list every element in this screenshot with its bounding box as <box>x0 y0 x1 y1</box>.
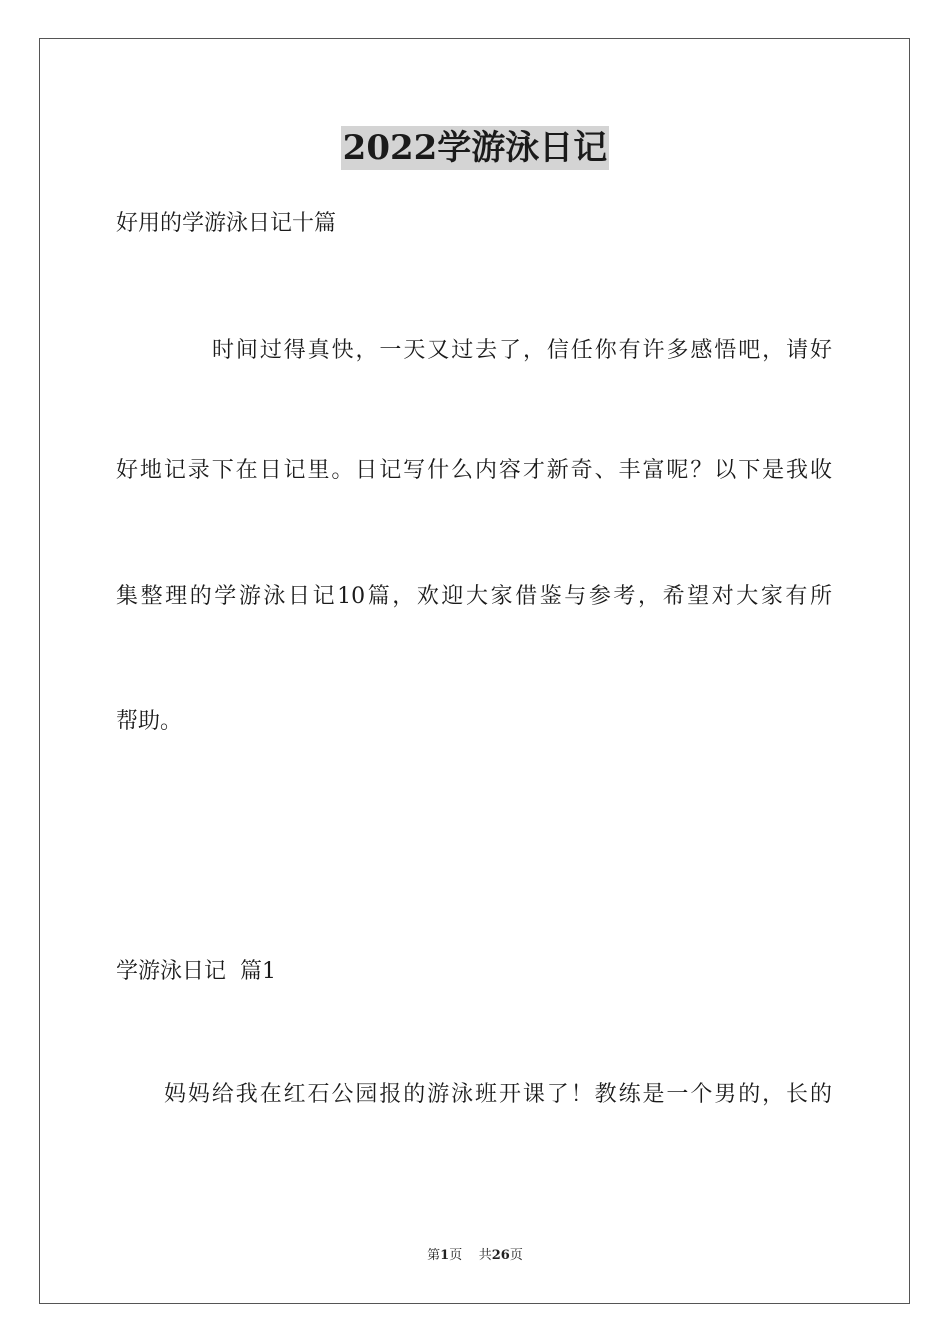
document-title <box>0 126 950 170</box>
page-footer <box>0 1247 950 1265</box>
footer-total-prefix: 共 <box>478 1248 492 1263</box>
footer-total-suffix: 页 <box>509 1248 523 1263</box>
footer-page-number: 1 <box>440 1248 450 1263</box>
footer-page-prefix: 第 <box>427 1248 441 1263</box>
intro-paragraph-line-4: 帮助。 <box>116 709 183 734</box>
section-paragraph-line-1: 妈妈给我在红石公园报的游泳班开课了！教练是一个男的，长的 <box>164 1082 832 1107</box>
footer-page-suffix: 页 <box>449 1248 463 1263</box>
intro-paragraph-line-1: 时间过得真快，一天又过去了，信任你有许多感悟吧，请好 <box>212 338 832 363</box>
intro-paragraph-line-2: 好地记录下在日记里。日记写什么内容才新奇、丰富呢？以下是我收 <box>116 458 832 483</box>
footer-total-pages: 26 <box>491 1248 510 1263</box>
document-subtitle: 好用的学游泳日记十篇 <box>116 211 337 236</box>
document-title-text: 2022学游泳日记 <box>342 128 608 168</box>
section-heading: 学游泳日记 篇1 <box>116 959 276 984</box>
intro-paragraph-line-3: 集整理的学游泳日记10篇，欢迎大家借鉴与参考，希望对大家有所 <box>116 584 832 609</box>
